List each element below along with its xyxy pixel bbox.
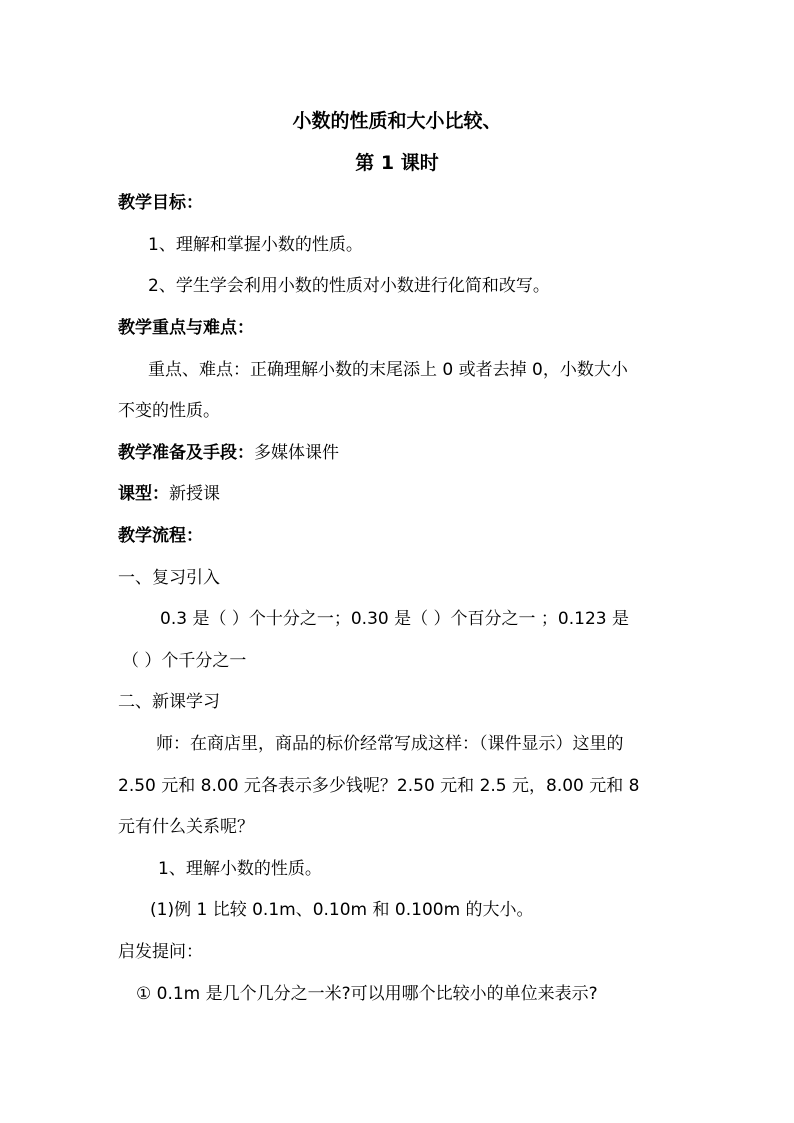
key-points-line-2: 不变的性质。 xyxy=(118,401,220,421)
new-lesson-heading: 二、新课学习 xyxy=(118,692,220,712)
preparation-value: 多媒体课件 xyxy=(254,443,339,463)
section-item-1: 1、理解小数的性质。 xyxy=(158,859,322,879)
goals-heading: 教学目标： xyxy=(118,193,203,213)
document-title: 小数的性质和大小比较、 xyxy=(292,110,502,132)
lesson-number: 第 1 课时 xyxy=(355,152,439,174)
teacher-line-3: 元有什么关系呢？ xyxy=(118,817,254,837)
example-1: (1)例 1 比较 0.1m、0.10m 和 0.100m 的大小。 xyxy=(150,900,534,920)
teacher-line-2: 2.50 元和 8.00 元各表示多少钱呢？2.50 元和 2.5 元，8.00 元和 8 xyxy=(118,776,640,796)
goal-2: 2、学生学会利用小数的性质对小数进行化简和改写。 xyxy=(148,276,550,296)
preparation-heading: 教学准备及手段： xyxy=(118,443,254,463)
goal-1: 1、理解和掌握小数的性质。 xyxy=(148,235,363,255)
lesson-type-heading: 课型： xyxy=(118,484,169,504)
prompt-heading: 启发提问： xyxy=(118,942,203,962)
review-line-2: （ ）个千分之一 xyxy=(122,651,247,671)
lesson-type-value: 新授课 xyxy=(169,484,220,504)
teacher-line-1: 师：在商店里，商品的标价经常写成这样：（课件显示）这里的 xyxy=(156,734,624,754)
question-1: ① 0.1m 是几个几分之一米?可以用哪个比较小的单位来表示? xyxy=(136,984,598,1004)
key-points-heading: 教学重点与难点： xyxy=(118,318,254,338)
key-points-line-1: 重点、难点：正确理解小数的末尾添上 0 或者去掉 0，小数大小 xyxy=(148,360,628,380)
preparation-line xyxy=(118,441,339,465)
review-heading: 一、复习引入 xyxy=(118,568,220,588)
lesson-type-line xyxy=(118,482,220,506)
flow-heading: 教学流程： xyxy=(118,526,203,546)
review-line-1: 0.3 是（ ）个十分之一；0.30 是（ ）个百分之一 ；0.123 是 xyxy=(160,609,629,629)
